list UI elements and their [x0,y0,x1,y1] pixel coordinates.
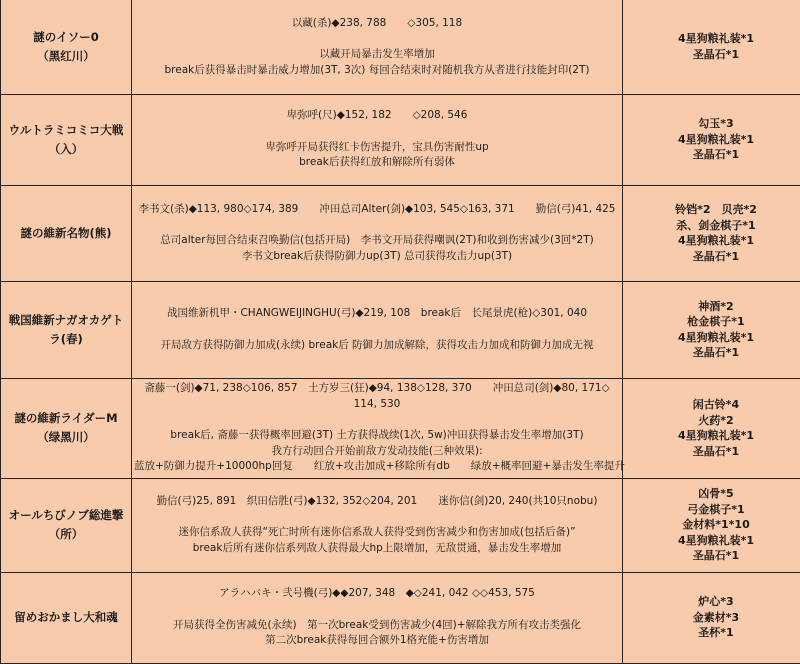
enemy-stats-line: 李书文(杀)◆113, 980◇174, 389 冲田总司Alter(剑)◆103, 545◇163, 371 勤信(弓)41, 425 [134,202,620,218]
stage-name-line: 謎の維新名物(熊) [3,224,129,243]
reward-cell [623,378,800,478]
stage-name-cell [1,0,132,94]
enemy-stats-line: 斋藤一(剑)◆71, 238◇106, 857 土方岁三(狂)◆94, 138◇128, 370 冲田总司(剑)◆80, 171◇ [134,381,620,397]
reward-item: 金材料*1*10 [625,517,800,533]
reward-item: 枪金棋子*1 [625,314,800,330]
stage-name-line: 留めおかまし大和魂 [3,608,129,627]
effect-description: 我方行动回合开始前敌方发动技能(三种效果): [134,444,620,460]
reward-item: 勾玉*3 [625,116,800,132]
reward-cell [623,94,800,185]
reward-item: 4星狗粮礼装*1 [625,31,800,47]
enemy-info-cell [132,281,623,378]
reward-cell [623,185,800,281]
table-row [1,378,800,478]
effect-description: break后所有迷你信系列敌人获得最大hp上限增加，无敌贯通，暴击发生率增加 [134,541,620,557]
enemy-stats [134,108,620,124]
effect-description: 迷你信系敌人获得“死亡时所有迷你信系敌人获得受到伤害减少和伤害加成(包括后备)” [134,525,620,541]
enemy-stats-line: 战国维新机甲・CHANGWEIJINGHU(弓)◆219, 108 break后 长尾景虎(枪)◇301, 040 [134,306,620,322]
reward-item: 4星狗粮礼装*1 [625,533,800,549]
reward-item: 弓金棋子*1 [625,502,800,518]
reward-item: 金素材*3 [625,610,800,626]
reward-item: 4星狗粮礼装*1 [625,233,800,249]
effect-description: 卑弥呼开局获得红卡伤害提升，宝具伤害耐性up [134,140,620,156]
stage-name-line: （绿黑川） [3,428,129,447]
reward-item: 圣晶石*1 [625,345,800,361]
reward-item: 杀、剑金棋子*1 [625,218,800,234]
reward-item: 圣晶石*1 [625,47,800,63]
effect-description: break后获得暴击时暴击威力增加(3T, 3次) 每回合结束时对随机我方从者进行技能封印(2T) [134,63,620,79]
reward-item: 圣晶石*1 [625,147,800,163]
reward-cell [623,478,800,572]
enemy-stats [134,202,620,218]
enemy-stats-line: 勤信(弓)25, 891 织田信胜(弓)◆132, 352◇204, 201 迷你信(剑)20, 240(共10只nobu) [134,494,620,510]
effect-description: 开局获得全伤害减免(永续) 第一次break受到伤害减少(4回)+解除我方所有攻击类强化 [134,618,620,634]
table-row [1,478,800,572]
effect-description: 李书文break后获得防御力up(3T) 总司获得攻击力up(3T) [134,249,620,265]
reward-cell [623,572,800,663]
enemy-stats-line: 以藏(杀)◆238, 788 ◇305, 118 [134,16,620,32]
stage-name-cell [1,185,132,281]
reward-item: 火药*2 [625,413,800,429]
stage-name-line: 謎のイソー0 [3,28,129,47]
stage-name-line: （入） [3,140,129,159]
reward-item: 圣杯*1 [625,625,800,641]
stage-name-line: 戦国維新ナガオカゲト [3,311,129,330]
reward-item: 4星狗粮礼装*1 [625,132,800,148]
stage-name-line: オールちびノブ総進撃 [3,506,129,525]
enemy-stats-line: アラハバキ・弐号機(弓)◆◆207, 348 ◆◇241, 042 ◇◇453, 575 [134,586,620,602]
effect-description: 以藏开局暴击发生率增加 [134,47,620,63]
enemy-info-cell [132,185,623,281]
reward-item: 神酒*2 [625,299,800,315]
reward-item: 凶骨*5 [625,486,800,502]
enemy-info-cell [132,94,623,185]
effect-description: break后获得红放和解除所有弱体 [134,155,620,171]
stage-name-cell [1,572,132,663]
enemy-stats [134,494,620,510]
reward-item: 炉心*3 [625,594,800,610]
effect-description: 蓝放+防御力提升+10000hp回复 红放+攻击加成+移除所有db 绿放+概率回避+暴击发生率提升 [134,459,620,475]
reward-item: 圣晶石*1 [625,444,800,460]
effect-description: break后, 斋藤一获得概率回避(3T) 土方获得战续(1次, 5w)冲田获得暴击发生率增加(3T) [134,428,620,444]
stage-name-line: ウルトラミコミコ大戦 [3,121,129,140]
enemy-stats-line: 卑弥呼(尺)◆152, 182 ◇208, 546 [134,108,620,124]
reward-item: 圣晶石*1 [625,548,800,564]
stage-name-cell [1,281,132,378]
enemy-stats [134,16,620,32]
table-row [1,185,800,281]
enemy-stats [134,381,620,412]
effect-description: 第二次break获得每回合额外1格充能+伤害增加 [134,633,620,649]
reward-item: 圣晶石*1 [625,249,800,265]
stage-name-line: 謎の維新ライダーM [3,409,129,428]
table-row [1,572,800,663]
stage-name-cell [1,94,132,185]
reward-item: 闲古铃*4 [625,397,800,413]
stage-name-cell [1,378,132,478]
stage-name-line: （黑红川） [3,47,129,66]
table-row [1,94,800,185]
reward-cell [623,0,800,94]
enemy-info-cell [132,0,623,94]
reward-item: 4星狗粮礼装*1 [625,428,800,444]
effect-description: 开局敌方获得防御力加成(永续) break后 防御力加成解除，获得攻击力加成和防御力加成无视 [134,338,620,354]
stage-name-cell [1,478,132,572]
enemy-stats-line: 114, 530 [134,397,620,413]
reward-item: 4星狗粮礼装*1 [625,330,800,346]
reward-cell [623,281,800,378]
enemy-stats [134,586,620,602]
table-row [1,281,800,378]
reward-item: 铃铛*2 贝壳*2 [625,202,800,218]
enemy-info-cell [132,478,623,572]
enemy-info-cell [132,572,623,663]
stage-name-line: ラ(春) [3,330,129,349]
effect-description: 总司alter每回合结束召唤勤信(包括开局) 李书文开局获得嘲讽(2T)和收到伤害减少(3回*2T) [134,233,620,249]
stage-name-line: （所） [3,525,129,544]
enemy-info-cell [132,378,623,478]
table-row [1,0,800,94]
enemy-stats [134,306,620,322]
